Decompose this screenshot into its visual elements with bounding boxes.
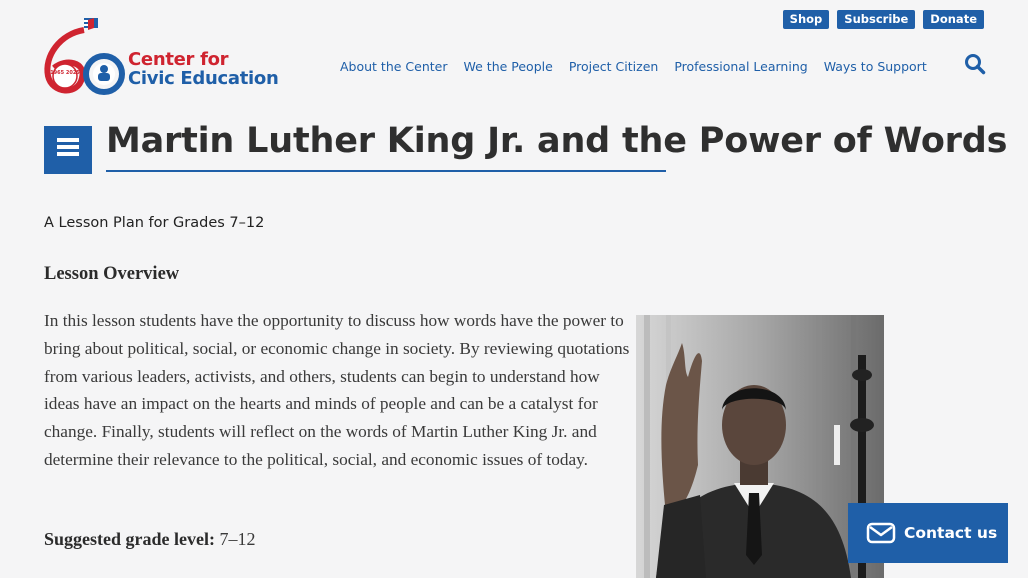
shop-button[interactable]: Shop <box>783 10 830 29</box>
logo-wordmark <box>128 50 279 88</box>
section-heading-overview: Lesson Overview <box>44 264 180 284</box>
logo-line-1: Center for <box>128 49 229 70</box>
nav-item-we-the-people[interactable]: We the People <box>463 59 553 74</box>
grade-level <box>44 529 255 550</box>
page-title: Martin Luther King Jr. and the Power of Words <box>106 121 1008 161</box>
lesson-subtitle: A Lesson Plan for Grades 7–12 <box>44 215 265 231</box>
contact-us-button[interactable] <box>848 503 1008 563</box>
donate-button[interactable]: Donate <box>923 10 984 29</box>
site-logo[interactable] <box>40 16 280 96</box>
logo-line-2: Civic Education <box>128 68 279 89</box>
nav-item-project-citizen[interactable]: Project Citizen <box>568 59 659 74</box>
search-icon[interactable] <box>964 53 986 75</box>
nav-item-about[interactable]: About the Center <box>340 59 448 74</box>
nav-item-ways-to-support[interactable]: Ways to Support <box>823 59 927 74</box>
grade-level-value: 7–12 <box>219 529 256 549</box>
mail-icon <box>866 522 896 544</box>
logo-years: 1965 2025 <box>50 70 80 76</box>
contact-us-label: Contact us <box>904 524 998 542</box>
mlk-photo <box>636 315 884 578</box>
grade-level-label: Suggested grade level: <box>44 529 215 549</box>
subscribe-button[interactable]: Subscribe <box>837 10 915 29</box>
lesson-overview-text: In this lesson students have the opportunity to discuss how words have the power to bring about political, social, or economic change in society. By reviewing quotations from various leaders, activists, and others, students can begin to understand how ideas have an impact on the hearts and minds of people and can be a catalyst for change. Finally, students will reflect on the words of Martin Luther King Jr. and determine their relevance to the political, social, and economic issues of today. <box>44 311 630 469</box>
logo-sixty-emblem <box>40 16 130 96</box>
main-nav <box>340 59 927 74</box>
document-icon <box>44 126 92 174</box>
utility-nav <box>783 10 984 29</box>
title-underline <box>106 170 666 172</box>
nav-item-professional-learning[interactable]: Professional Learning <box>674 59 808 74</box>
